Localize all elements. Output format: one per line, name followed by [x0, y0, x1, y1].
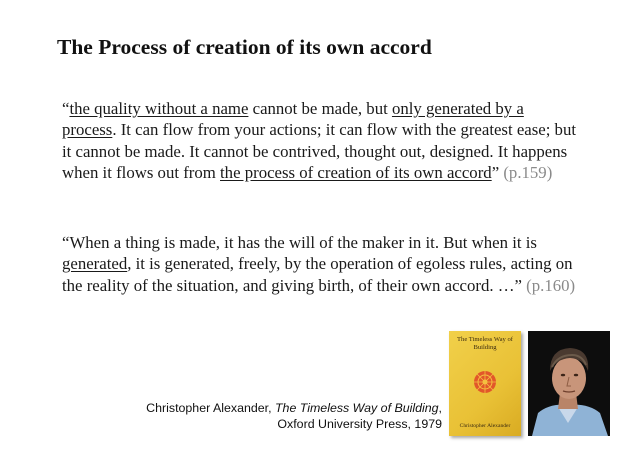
book-cover-author: Christopher Alexander — [459, 423, 511, 429]
book-cover-image — [449, 331, 521, 436]
quote-block-1 — [62, 98, 582, 184]
quote1-text-c: . It can flow from your actions; it can flow with the greatest ease; but it cannot be made. It cannot be contrived, thought out, designed. It happens when it flows out from — [62, 120, 577, 183]
portrait-icon — [528, 331, 610, 436]
quote2-underline-generated: generated — [62, 254, 128, 274]
quote1-text-d: ” — [491, 163, 504, 183]
quote-block-2 — [62, 232, 582, 296]
book-cover-title: The Timeless Way of Building — [457, 336, 513, 351]
citation — [110, 400, 442, 432]
author-portrait-photo — [528, 331, 610, 436]
citation-publisher: Oxford University Press, 1979 — [277, 417, 442, 431]
quote1-text-a: “ — [62, 99, 70, 118]
quote1-underline-generated: only generated by a process — [62, 99, 524, 140]
quote1-underline-process: the process of creation of its own accord — [220, 163, 492, 183]
citation-comma: , — [438, 401, 442, 415]
sun-emblem-icon — [470, 367, 500, 397]
quote2-text-a: “When a thing is made, it has the will of the maker in it. But when it is — [62, 233, 537, 252]
citation-book-title: The Timeless Way of Building — [274, 401, 439, 415]
citation-author: Christopher Alexander, — [146, 401, 275, 415]
quote1-underline-quality: the quality without a name — [69, 99, 249, 118]
quote1-text-b: cannot be made, but — [248, 99, 392, 118]
quote2-text-b: , it is generated, freely, by the operation of egoless rules, acting on the reality of the situation, and giving birth, of their own accord. …” — [62, 254, 573, 295]
quote2-page-ref: (p.160) — [526, 275, 576, 295]
slide-title: The Process of creation of its own accord — [57, 35, 432, 59]
quote1-page-ref: (p.159) — [503, 163, 553, 183]
